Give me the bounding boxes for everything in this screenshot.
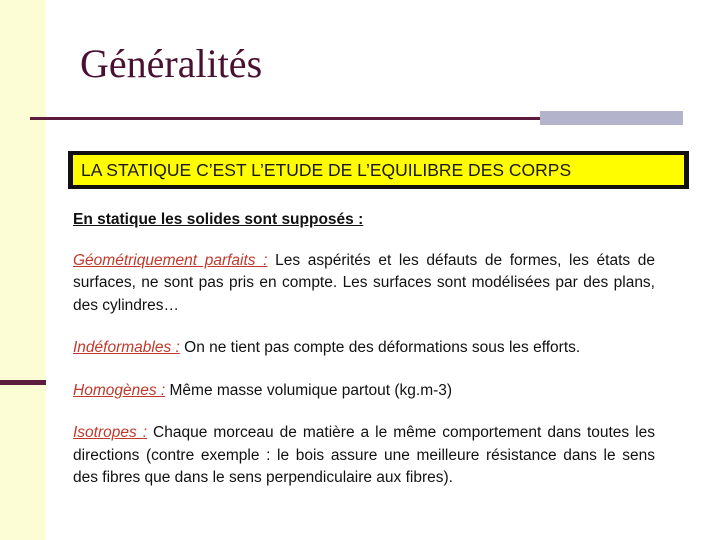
definition-banner	[68, 151, 689, 189]
title-divider-accent	[540, 111, 683, 125]
item-term: Géométriquement parfaits :	[73, 251, 268, 269]
list-item	[73, 337, 655, 360]
item-text: On ne tient pas compte des déformations sous les efforts.	[179, 339, 581, 356]
intro-heading: En statique les solides sont supposés :	[73, 211, 364, 228]
left-decorative-band	[0, 0, 46, 540]
list-item	[73, 250, 655, 318]
item-term: Indéformables :	[73, 339, 180, 356]
left-accent-bar	[0, 380, 46, 385]
list-item	[73, 380, 655, 403]
slide-title: Généralités	[80, 41, 263, 86]
list-item	[73, 422, 655, 490]
item-text: Chaque morceau de matière a le même comportement dans toutes les directions (contre exemple : le bois assure une meilleure résistance dans le sens des fibres que dans le sens perpendiculaire aux fibres).	[73, 424, 655, 486]
item-text: Les aspérités et les défauts de formes, les états de surfaces, ne sont pas pris en compte. Les surfaces sont modélisées par des plans, des cylindres…	[73, 251, 656, 314]
item-term: Homogènes :	[73, 381, 166, 399]
banner-text: LA STATIQUE C’EST L’ETUDE DE L’EQUILIBRE DES CORPS	[73, 155, 684, 185]
slide-content	[73, 209, 655, 510]
item-text: Même masse volumique partout (kg.m-3)	[165, 381, 453, 399]
title-divider	[30, 117, 540, 120]
item-term: Isotropes :	[73, 424, 148, 441]
